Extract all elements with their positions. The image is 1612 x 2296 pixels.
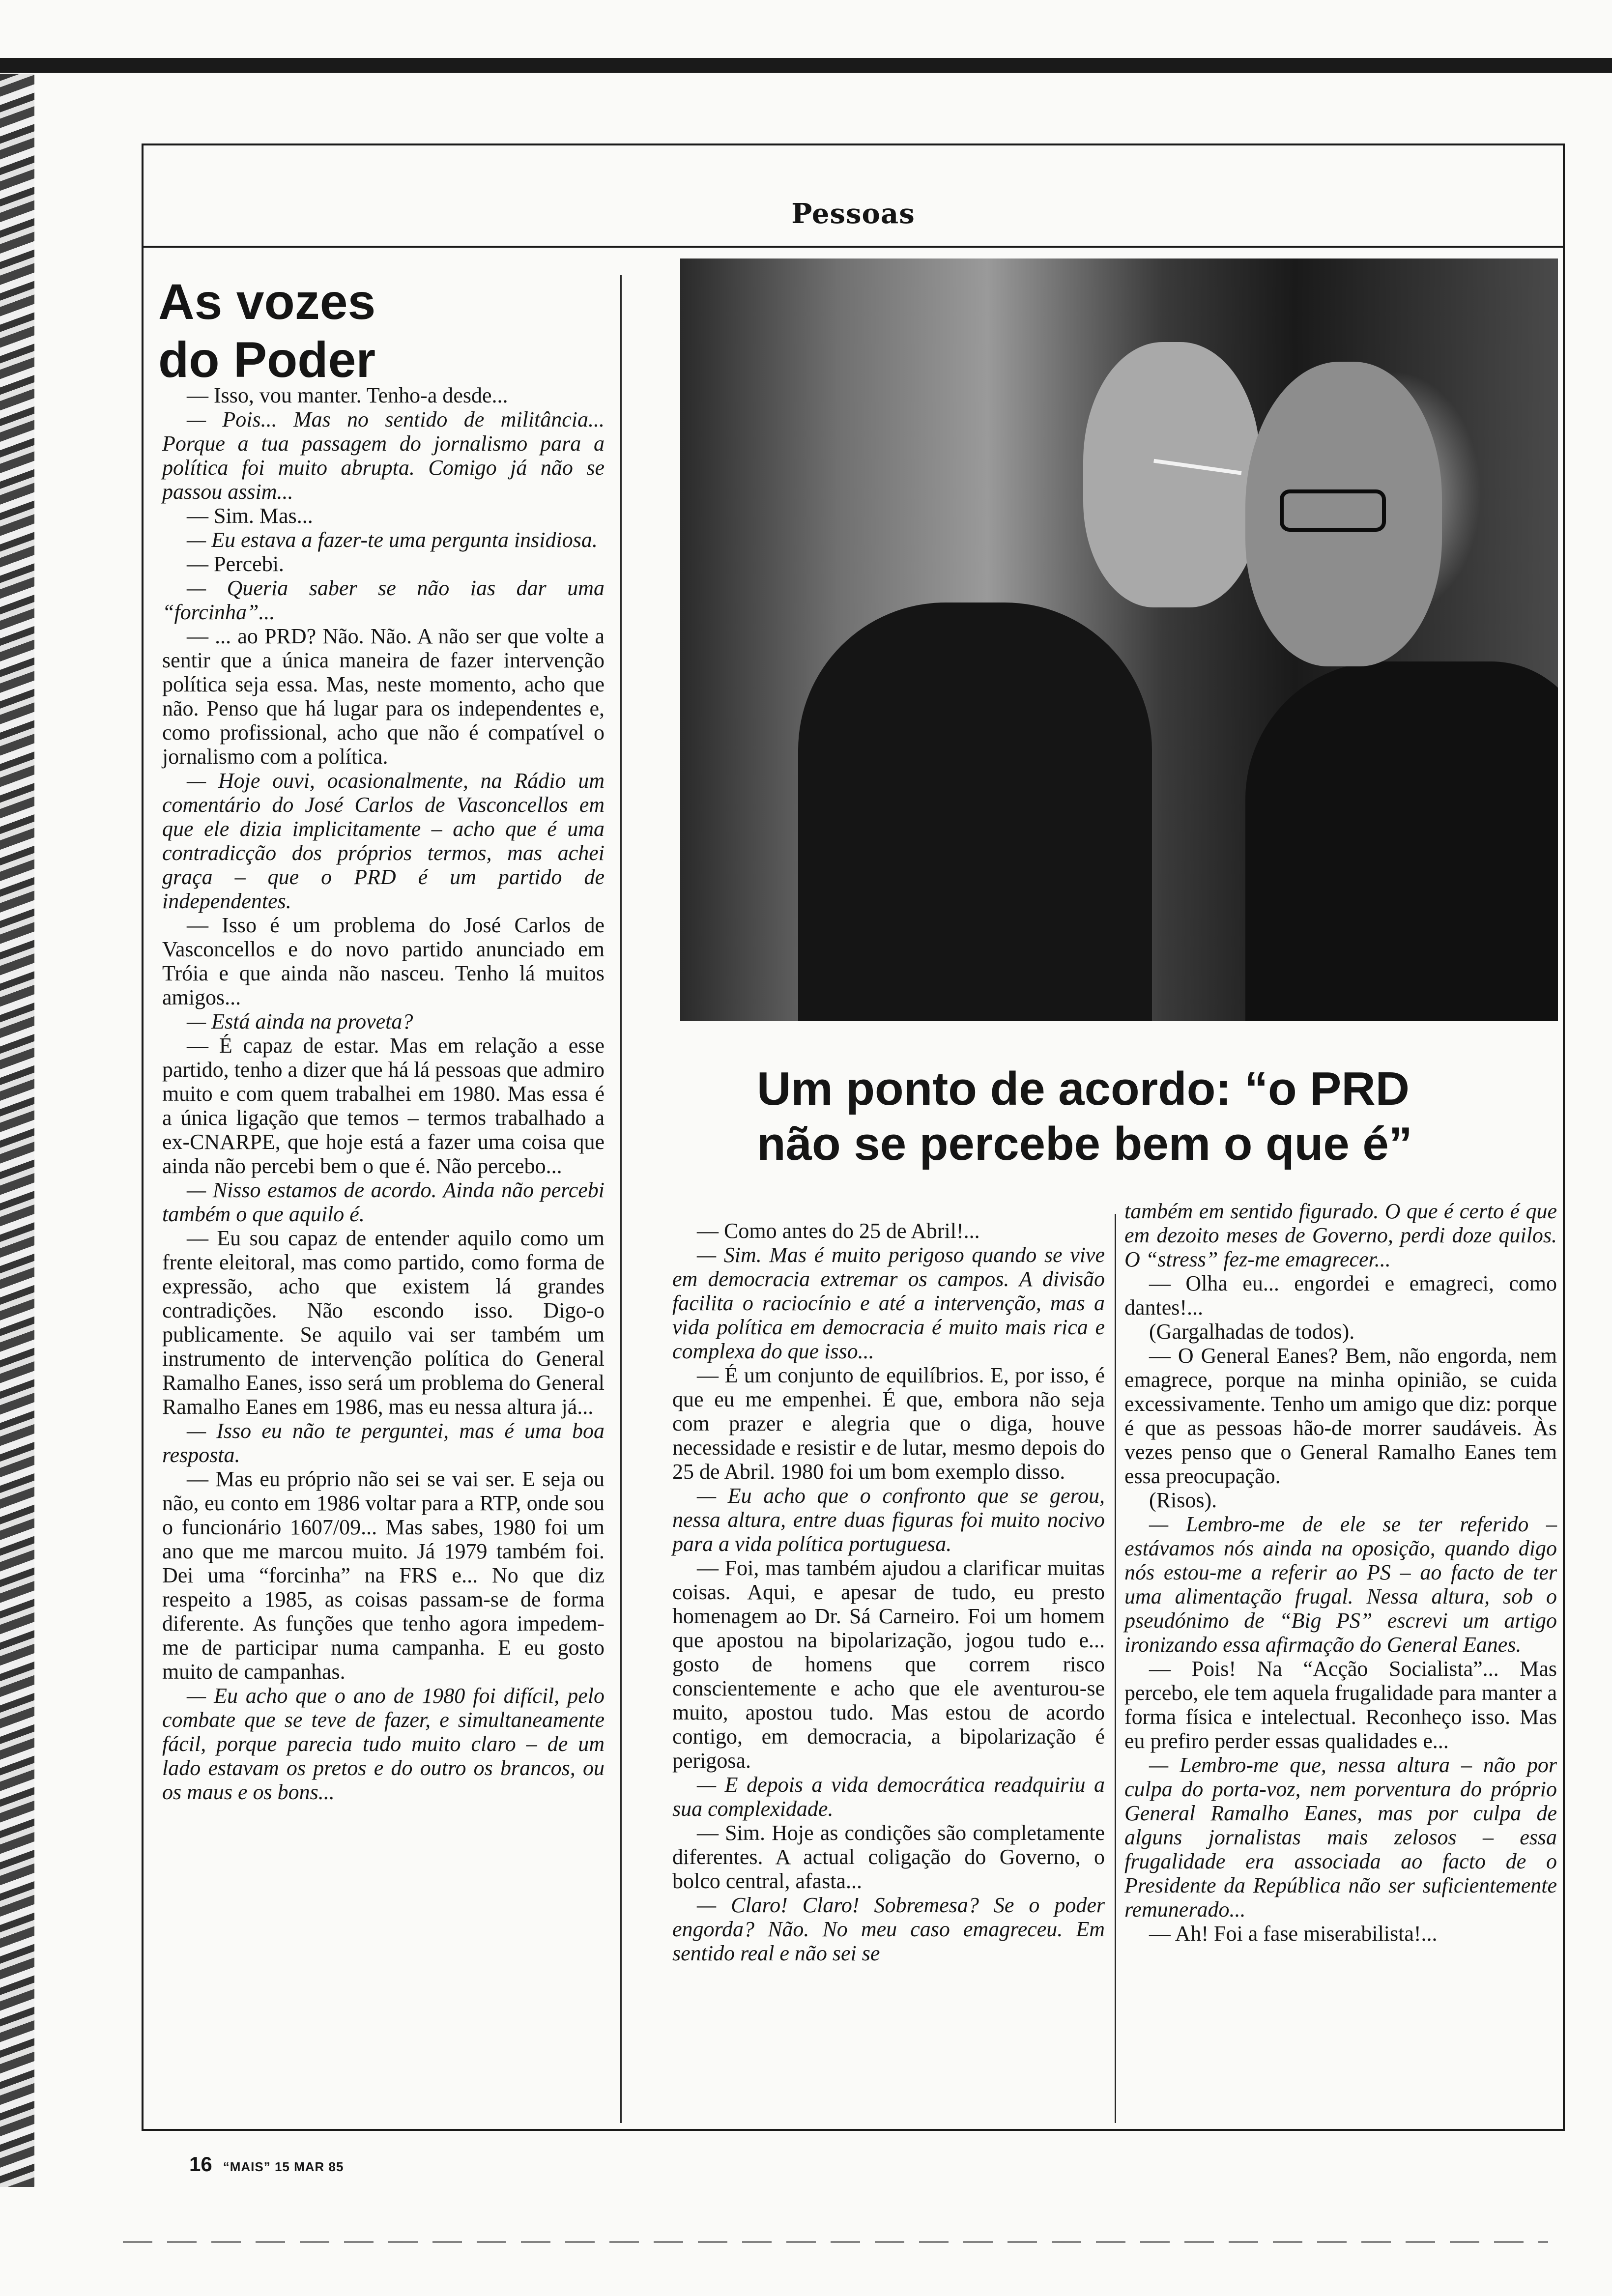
paragraph: — É um conjunto de equilíbrios. E, por isso, é que eu me empenhei. É que, embora não seja com prazer e alegria que o diga, houve necessidade e resistir e de lutar, mesmo depois do 25 de Abril. 1980 foi um bom exemplo disso. bbox=[672, 1363, 1105, 1484]
paragraph: — Claro! Claro! Sobremesa? Se o poder engorda? Não. No meu caso emagreceu. Em sentido real e não sei se bbox=[672, 1893, 1105, 1965]
paragraph: — Eu estava a fazer-te uma pergunta insidiosa. bbox=[187, 528, 598, 552]
paragraph: — É capaz de estar. Mas em relação a esse partido, tenho a dizer que há lá pessoas que admiro muito e com quem trabalhei em 1980. Mas essa é a única ligação que temos – termos trabalhado a ex-CNARPE, que hoje está a fazer uma coisa que ainda não percebi bem o que é. Não percebo... bbox=[162, 1033, 604, 1178]
section-title: Pessoas bbox=[144, 182, 1563, 248]
column-3 bbox=[1124, 1199, 1557, 1946]
photo-figure-left bbox=[798, 603, 1152, 1021]
photo-figure-right bbox=[1245, 661, 1558, 1021]
paragraph: — Está ainda na proveta? bbox=[187, 1009, 413, 1033]
paragraph: — Hoje ouvi, ocasionalmente, na Rádio um comentário do José Carlos de Vasconcellos em que ele dizia implicitamente – acho que é uma contradicção dos próprios termos, mas achei graça – que o PRD é um partido de independentes. bbox=[162, 769, 604, 913]
paragraph: — Eu acho que o ano de 1980 foi difícil, pelo combate que se teve de fazer, e simultaneamente fácil, porque parecia tudo muito claro – de um lado estavam os pretos e do outro os brancos, ou os maus e os bons... bbox=[162, 1684, 604, 1804]
article-photo bbox=[680, 258, 1558, 1021]
paragraph: — Isso é um problema do José Carlos de Vasconcellos e do novo partido anunciado em Tróia e que ainda não nasceu. Tenho lá muitos amigos... bbox=[162, 913, 604, 1009]
scan-bottom-rule bbox=[123, 2241, 1548, 2243]
paragraph: — E depois a vida democrática readquiriu a sua complexidade. bbox=[672, 1773, 1105, 1821]
paragraph: — Percebi. bbox=[187, 552, 284, 576]
headline-left bbox=[158, 273, 601, 389]
column-divider bbox=[620, 275, 622, 2123]
paragraph: — Foi, mas também ajudou a clarificar muitas coisas. Aqui, e apesar de tudo, eu presto homenagem ao Dr. Sá Carneiro. Foi um homem que apostou na bipolarização, jogou tudo e... gosto de homens que correm risco conscientemente e acho que ele aventurou-se muito, apostou tudo. Mas estou de acordo contigo, em democracia, a bipolarização é perigosa. bbox=[672, 1556, 1105, 1773]
paragraph: — Isso, vou manter. Tenho-a desde... bbox=[187, 383, 508, 407]
paragraph: — Queria saber se não ias dar uma “forcinha”... bbox=[162, 576, 604, 624]
paragraph: — Sim. Hoje as condições são completamente diferentes. A actual coligação do Governo, o bolco central, afasta... bbox=[672, 1821, 1105, 1893]
photo-glasses-right bbox=[1280, 489, 1386, 532]
scan-top-rule bbox=[0, 58, 1612, 73]
column-1 bbox=[162, 383, 604, 1804]
paragraph: — Sim. Mas... bbox=[187, 504, 313, 528]
paragraph: também em sentido figurado. O que é certo é que em dezoito meses de Governo, perdi doze quilos. O “stress” fez-me emagrecer... bbox=[1124, 1199, 1557, 1271]
publication-date: “MAIS” 15 MAR 85 bbox=[223, 2159, 344, 2174]
scan-left-edge bbox=[0, 74, 34, 2187]
paragraph: — O General Eanes? Bem, não engorda, nem emagrece, porque na minha opinião, se cuida excessivamente. Tenho um amigo que diz: porque é que as pessoas hão-de morrer saudáveis. Às vezes penso que o General Ramalho Eanes tem essa preocupação. bbox=[1124, 1344, 1557, 1488]
paragraph: — Ah! Foi a fase miserabilista!... bbox=[1149, 1922, 1438, 1946]
paragraph: — Mas eu próprio não sei se vai ser. E seja ou não, eu conto em 1986 voltar para a RTP, onde sou o funcionário 1607/09... Mas sabes, 1980 foi um ano que me marcou muito. Já 1979 também foi. Dei uma “forcinha” na FRS e... No que diz respeito a 1985, as coisas passam-se de forma diferente. As funções que tenho agora impedem-me de participar numa campanha. E eu gosto muito de campanhas. bbox=[162, 1467, 604, 1684]
paragraph: — Como antes do 25 de Abril!... bbox=[697, 1219, 980, 1243]
column-divider bbox=[1115, 1214, 1116, 2123]
headline-main-line-2: não se percebe bem o que é” bbox=[757, 1118, 1412, 1170]
paragraph: — Lembro-me que, nessa altura – não por culpa do porta-voz, nem porventura do próprio General Ramalho Eanes, mas por culpa de alguns jornalistas mais zelosos – essa frugalidade era associada ao facto de o Presidente da República não ser suficientemente remunerado... bbox=[1124, 1753, 1557, 1922]
headline-main bbox=[757, 1062, 1524, 1172]
paragraph: — Eu sou capaz de entender aquilo como um frente eleitoral, mas como partido, como forma de expressão, acho que existem lá grandes contradições. Não escondo isso. Digo-o publicamente. Se aquilo vai ser também um instrumento de intervenção política do General Ramalho Eanes, isso será um problema do General Ramalho Eanes em 1986, mas eu nessa altura já... bbox=[162, 1226, 604, 1419]
paragraph: (Risos). bbox=[1149, 1488, 1217, 1512]
paragraph: — Isso eu não te perguntei, mas é uma boa resposta. bbox=[162, 1419, 604, 1467]
paragraph: — Pois... Mas no sentido de militância... Porque a tua passagem do jornalismo para a política foi muito abrupta. Comigo já não se passou assim... bbox=[162, 407, 604, 504]
column-2 bbox=[672, 1219, 1105, 1965]
paragraph: — Nisso estamos de acordo. Ainda não percebi também o que aquilo é. bbox=[162, 1178, 604, 1226]
paragraph: — Sim. Mas é muito perigoso quando se vive em democracia extremar os campos. A divisão facilita o raciocínio e até a intervenção, mas a vida política em democracia é muito mais rica e complexa do que isso... bbox=[672, 1243, 1105, 1363]
paragraph: (Gargalhadas de todos). bbox=[1149, 1320, 1355, 1344]
paragraph: — Eu acho que o confronto que se gerou, nessa altura, entre duas figuras foi muito nocivo para a vida política portuguesa. bbox=[672, 1484, 1105, 1556]
headline-left-line-2: do Poder bbox=[158, 332, 376, 388]
paragraph: — Lembro-me de ele se ter referido – estávamos nós ainda na oposição, quando digo nós estou-me a referir ao PS – ao facto de ter uma alimentação frugal. Nessa altura, sob o pseudónimo de “Big PS” escrevi um artigo ironizando essa afirmação do General Eanes. bbox=[1124, 1512, 1557, 1657]
paragraph: — Pois! Na “Acção Socialista”... Mas percebo, ele tem aquela frugalidade para manter a forma física e intelectual. Reconheço isso. Mas eu prefiro perder essas qualidades e... bbox=[1124, 1657, 1557, 1753]
headline-main-line-1: Um ponto de acordo: “o PRD bbox=[757, 1062, 1410, 1115]
paragraph: — Olha eu... engordei e emagreci, como dantes!... bbox=[1124, 1271, 1557, 1320]
paragraph: — ... ao PRD? Não. Não. A não ser que volte a sentir que a única maneira de fazer intervenção política seja essa. Mas, neste momento, acho que não. Penso que há lugar para os independentes e, como profissional, acho que não é compatível o jornalismo com a política. bbox=[162, 624, 604, 769]
page-footer bbox=[189, 2152, 344, 2176]
headline-left-line-1: As vozes bbox=[158, 274, 376, 330]
page-number: 16 bbox=[189, 2152, 212, 2176]
